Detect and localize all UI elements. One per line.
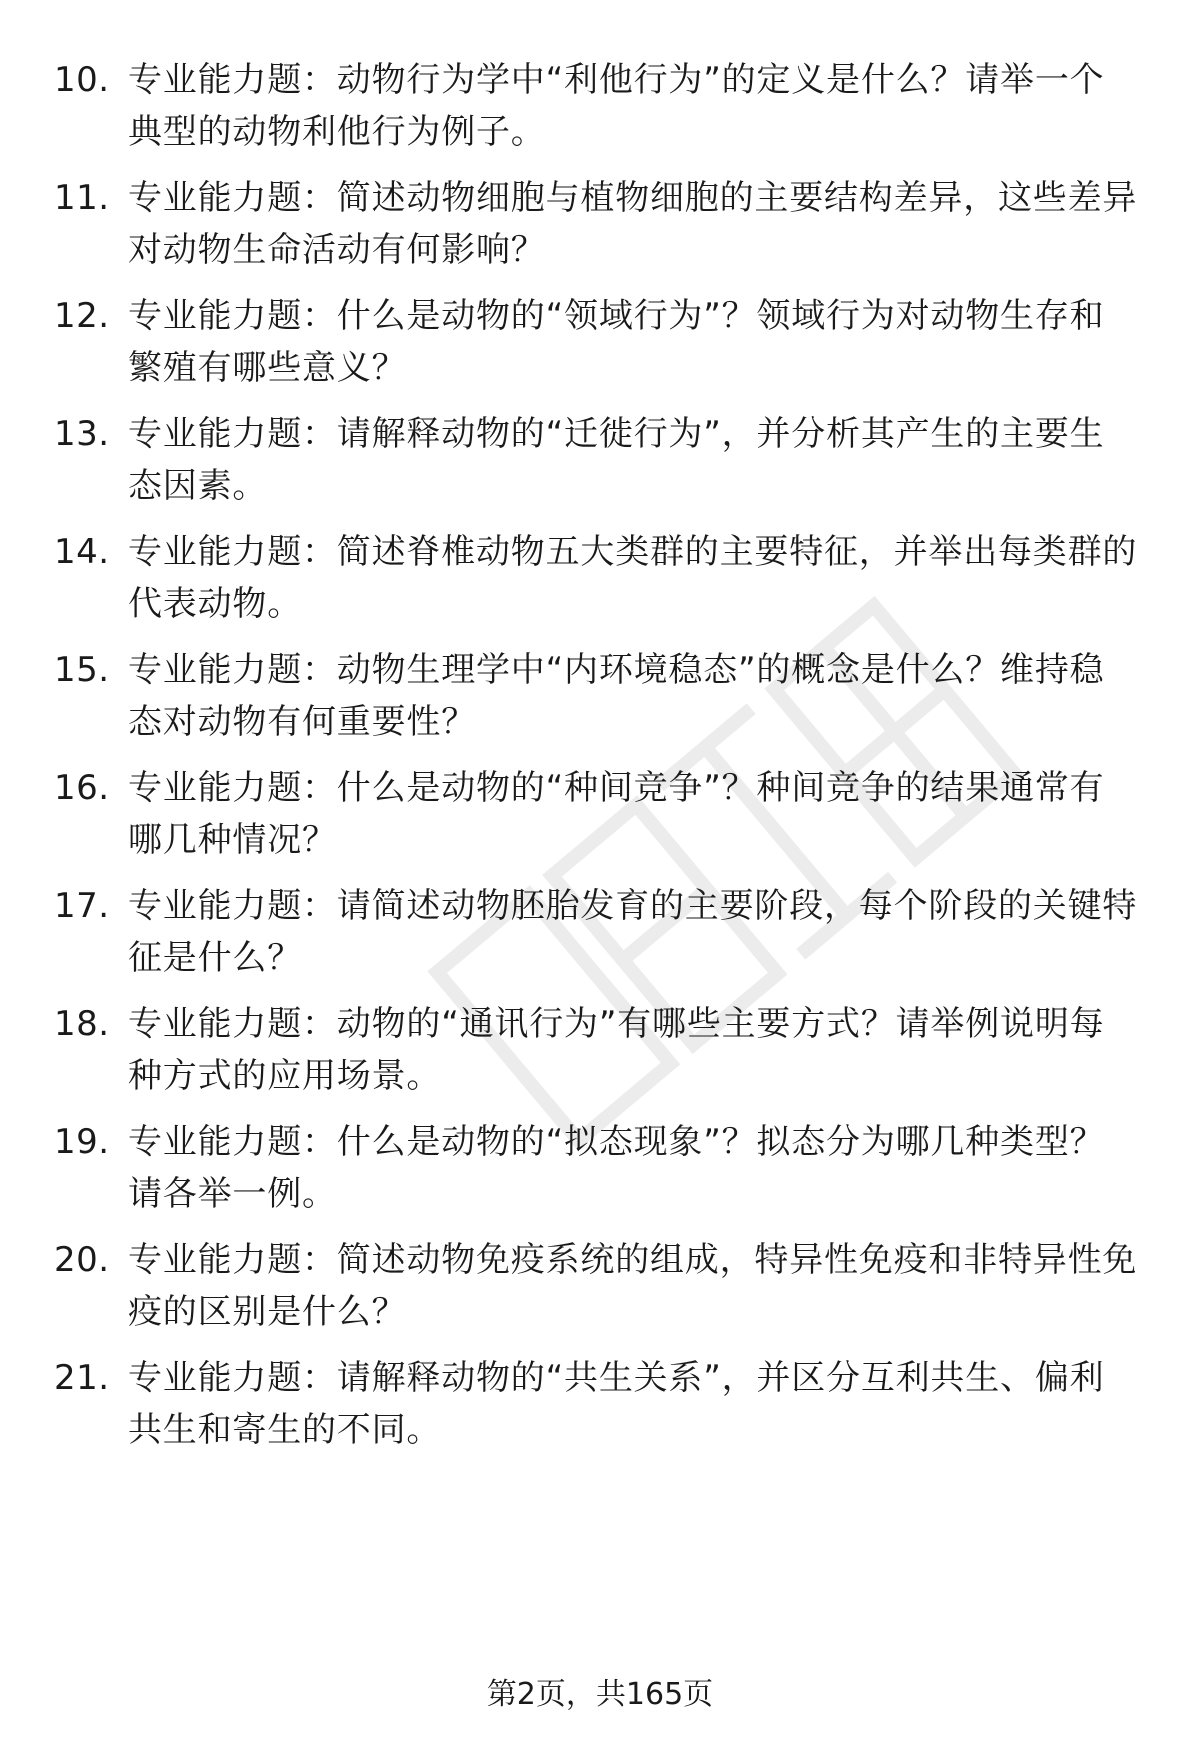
list-item: [0, 172, 1200, 282]
question-number: 14.: [54, 532, 110, 572]
question-number: 21.: [54, 1358, 110, 1398]
question-text: 专业能力题：请解释动物的“共生关系”，并区分互利共生、偏利共生和寄生的不同。: [128, 1358, 1105, 1450]
question-number: 12.: [54, 296, 110, 336]
question-number: 10.: [54, 60, 110, 100]
question-text: 专业能力题：什么是动物的“领域行为”？领域行为对动物生存和繁殖有哪些意义？: [128, 296, 1105, 388]
question-text: 专业能力题：简述动物免疫系统的组成，特异性免疫和非特异性免疫的区别是什么？: [128, 1240, 1138, 1332]
list-item: [0, 290, 1200, 400]
list-item: [0, 54, 1200, 164]
list-item: [0, 1234, 1200, 1344]
question-text: 专业能力题：请简述动物胚胎发育的主要阶段，每个阶段的关键特征是什么？: [128, 886, 1138, 978]
question-text: 专业能力题：什么是动物的“拟态现象”？拟态分为哪几种类型？请各举一例。: [128, 1122, 1105, 1214]
question-number: 19.: [54, 1122, 110, 1162]
list-item: [0, 1116, 1200, 1226]
question-number: 11.: [54, 178, 110, 218]
question-text: 专业能力题：请解释动物的“迁徙行为”，并分析其产生的主要生态因素。: [128, 414, 1105, 506]
list-item: [0, 644, 1200, 754]
list-item: [0, 880, 1200, 990]
page-number: 第2页，共165页: [486, 1677, 714, 1712]
list-item: [0, 526, 1200, 636]
question-text: 专业能力题：动物的“通讯行为”有哪些主要方式？请举例说明每种方式的应用场景。: [128, 1004, 1105, 1096]
question-number: 13.: [54, 414, 110, 454]
question-text: 专业能力题：动物生理学中“内环境稳态”的概念是什么？维持稳态对动物有何重要性？: [128, 650, 1105, 742]
question-text: 专业能力题：什么是动物的“种间竞争”？种间竞争的结果通常有哪几种情况？: [128, 768, 1105, 860]
list-item: [0, 408, 1200, 518]
list-item: [0, 762, 1200, 872]
question-number: 15.: [54, 650, 110, 690]
question-text: 专业能力题：简述脊椎动物五大类群的主要特征，并举出每类群的代表动物。: [128, 532, 1138, 624]
question-text: 专业能力题：简述动物细胞与植物细胞的主要结构差异，这些差异对动物生命活动有何影响？: [128, 178, 1138, 270]
question-number: 16.: [54, 768, 110, 808]
question-number: 17.: [54, 886, 110, 926]
list-item: [0, 1352, 1200, 1462]
question-text: 专业能力题：动物行为学中“利他行为”的定义是什么？请举一个典型的动物利他行为例子。: [128, 60, 1105, 152]
question-number: 18.: [54, 1004, 110, 1044]
question-number: 20.: [54, 1240, 110, 1280]
list-item: [0, 998, 1200, 1108]
